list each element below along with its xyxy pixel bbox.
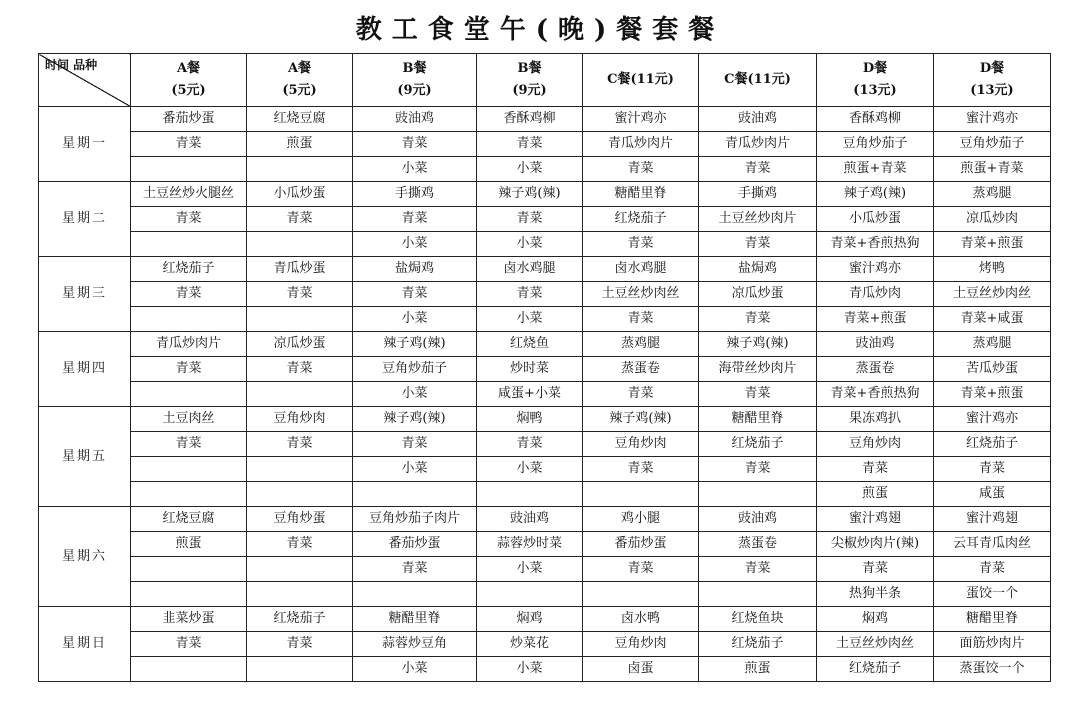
menu-cell: 糖醋里脊 [353,607,477,632]
table-row [39,332,1051,357]
table-row [39,507,1051,532]
menu-cell: 小菜 [477,457,583,482]
menu-cell: 热狗半条 [817,582,934,607]
menu-cell: 土豆丝炒肉丝 [817,632,934,657]
menu-cell: 糖醋里脊 [699,407,817,432]
menu-cell: 红烧茄子 [699,432,817,457]
table-row [39,307,1051,332]
menu-cell [583,482,699,507]
menu-cell [131,657,247,682]
menu-cell: 煎蛋 [699,657,817,682]
menu-cell: 青菜 [583,457,699,482]
menu-cell: 蜜汁鸡亦 [934,407,1051,432]
menu-cell: 香酥鸡柳 [477,107,583,132]
menu-cell: 青菜 [477,132,583,157]
menu-cell: 煎蛋 [247,132,353,157]
menu-cell: 青菜 [934,457,1051,482]
menu-cell: 苦瓜炒蛋 [934,357,1051,382]
menu-cell: 糖醋里脊 [583,182,699,207]
table-row [39,582,1051,607]
menu-cell: 青菜 [699,557,817,582]
menu-cell: 青菜 [247,207,353,232]
menu-cell: 青菜+煎蛋 [934,382,1051,407]
table-row [39,282,1051,307]
menu-cell: 蒸蛋卷 [583,357,699,382]
menu-cell: 豉油鸡 [817,332,934,357]
menu-cell [131,157,247,182]
menu-cell: 青菜 [699,382,817,407]
menu-cell: 小菜 [477,307,583,332]
menu-cell [131,482,247,507]
menu-cell: 青菜 [477,432,583,457]
menu-cell: 小菜 [353,457,477,482]
menu-cell [131,232,247,257]
day-label: 星期五 [39,407,131,507]
menu-cell: 小菜 [353,307,477,332]
menu-cell: 土豆丝炒肉丝 [934,282,1051,307]
menu-cell [131,307,247,332]
menu-cell: 青菜 [699,307,817,332]
column-header [583,54,699,107]
menu-cell: 蒸蛋饺一个 [934,657,1051,682]
menu-cell: 蒜蓉炒豆角 [353,632,477,657]
menu-cell: 蜜汁鸡亦 [583,107,699,132]
menu-cell: 青菜+香煎热狗 [817,232,934,257]
column-header [817,54,934,107]
menu-cell: 青菜 [477,207,583,232]
menu-cell: 韭菜炒蛋 [131,607,247,632]
corner-label: 时间 品种 [45,58,98,72]
menu-cell: 蜜汁鸡翅 [817,507,934,532]
menu-cell: 手撕鸡 [353,182,477,207]
menu-cell: 炒菜花 [477,632,583,657]
meal-price: (13元) [853,83,897,98]
menu-cell: 小瓜炒蛋 [247,182,353,207]
menu-cell: 豉油鸡 [353,107,477,132]
menu-cell: 焖鸡 [817,607,934,632]
menu-cell [353,482,477,507]
menu-cell: 辣子鸡(辣) [353,332,477,357]
menu-cell: 青菜 [934,557,1051,582]
menu-cell [247,232,353,257]
menu-cell: 青菜 [353,132,477,157]
column-header [131,54,247,107]
menu-cell [247,582,353,607]
menu-cell [477,482,583,507]
page-title: 教工食堂午(晚)餐套餐 [355,15,725,45]
menu-cell: 红烧豆腐 [131,507,247,532]
menu-cell: 青菜 [131,207,247,232]
menu-cell: 青菜 [353,557,477,582]
menu-cell: 番茄炒蛋 [583,532,699,557]
meal-price: (9元) [512,83,547,98]
header-row [39,54,1051,107]
menu-cell [477,582,583,607]
table-row [39,207,1051,232]
menu-cell: 焖鸭 [477,407,583,432]
menu-cell: 青菜 [131,357,247,382]
table-row [39,607,1051,632]
menu-cell: 小菜 [353,657,477,682]
menu-cell: 云耳青瓜肉丝 [934,532,1051,557]
table-row [39,357,1051,382]
menu-cell: 小菜 [477,557,583,582]
menu-cell [247,557,353,582]
menu-cell: 炒时菜 [477,357,583,382]
menu-cell: 盐焗鸡 [699,257,817,282]
menu-cell: 青菜 [353,432,477,457]
menu-cell: 土豆丝炒肉丝 [583,282,699,307]
menu-cell: 豆角炒肉 [583,632,699,657]
menu-cell: 蒸蛋卷 [817,357,934,382]
menu-cell: 小瓜炒蛋 [817,207,934,232]
menu-cell: 卤水鸭 [583,607,699,632]
menu-cell [247,157,353,182]
column-header [477,54,583,107]
menu-cell [131,382,247,407]
menu-cell: 青菜 [699,157,817,182]
table-row [39,182,1051,207]
table-row [39,657,1051,682]
corner-header [39,54,131,107]
meal-price: (13元) [970,83,1014,98]
menu-cell: 青菜 [247,282,353,307]
menu-cell: 青菜 [131,282,247,307]
menu-cell: 豉油鸡 [477,507,583,532]
menu-cell: 凉瓜炒蛋 [699,282,817,307]
menu-cell: 煎蛋 [817,482,934,507]
menu-cell: 青菜 [583,307,699,332]
menu-cell: 鸡小腿 [583,507,699,532]
menu-cell: 青瓜炒肉片 [699,132,817,157]
table-row [39,257,1051,282]
menu-cell: 红烧茄子 [131,257,247,282]
menu-cell: 红烧鱼块 [699,607,817,632]
menu-cell: 青菜 [477,282,583,307]
day-label: 星期六 [39,507,131,607]
menu-table [38,53,1051,682]
menu-cell: 青菜 [247,432,353,457]
menu-cell: 红烧茄子 [934,432,1051,457]
menu-cell: 卤蛋 [583,657,699,682]
menu-cell: 豉油鸡 [699,107,817,132]
menu-cell: 小菜 [477,657,583,682]
menu-cell: 红烧茄子 [583,207,699,232]
menu-cell: 豆角炒肉 [247,407,353,432]
menu-cell: 蒸鸡腿 [934,182,1051,207]
menu-cell: 小菜 [353,157,477,182]
menu-cell: 红烧豆腐 [247,107,353,132]
menu-cell: 青菜 [817,457,934,482]
menu-cell [131,557,247,582]
menu-cell: 青菜 [247,357,353,382]
menu-cell: 海带丝炒肉片 [699,357,817,382]
menu-cell [583,582,699,607]
menu-cell: 青菜 [699,457,817,482]
menu-cell: 煎蛋+青菜 [934,157,1051,182]
menu-cell: 青菜+咸蛋 [934,307,1051,332]
menu-cell: 蜜汁鸡亦 [817,257,934,282]
menu-cell: 青瓜炒肉 [817,282,934,307]
column-header [934,54,1051,107]
day-label: 星期三 [39,257,131,332]
menu-cell: 青菜 [131,632,247,657]
menu-cell: 糖醋里脊 [934,607,1051,632]
menu-cell: 豆角炒茄子 [817,132,934,157]
menu-cell: 蒸鸡腿 [583,332,699,357]
menu-cell: 蛋饺一个 [934,582,1051,607]
menu-cell [131,582,247,607]
menu-cell: 面筋炒肉片 [934,632,1051,657]
menu-cell: 豆角炒茄子肉片 [353,507,477,532]
meal-name: C餐(11元) [724,72,791,87]
menu-cell: 豆角炒茄子 [934,132,1051,157]
menu-cell: 青瓜炒肉片 [131,332,247,357]
menu-cell: 青菜 [583,232,699,257]
menu-cell: 青菜 [583,157,699,182]
menu-cell: 土豆丝炒火腿丝 [131,182,247,207]
meal-price: (5元) [171,83,206,98]
menu-cell: 红烧茄子 [817,657,934,682]
menu-cell: 蒸蛋卷 [699,532,817,557]
menu-cell: 小菜 [353,232,477,257]
menu-cell: 盐焗鸡 [353,257,477,282]
menu-cell [247,657,353,682]
menu-cell: 青菜 [353,207,477,232]
menu-cell: 青菜 [247,532,353,557]
menu-cell: 小菜 [477,232,583,257]
menu-cell [353,582,477,607]
menu-cell: 咸蛋 [934,482,1051,507]
menu-cell: 豆角炒肉 [583,432,699,457]
menu-cell: 青菜 [247,632,353,657]
menu-cell [699,582,817,607]
day-label: 星期一 [39,107,131,182]
menu-cell [131,457,247,482]
menu-cell: 凉瓜炒蛋 [247,332,353,357]
table-row [39,157,1051,182]
menu-cell: 尖椒炒肉片(辣) [817,532,934,557]
menu-cell: 蜜汁鸡翅 [934,507,1051,532]
menu-cell: 土豆丝炒肉片 [699,207,817,232]
menu-cell: 青菜 [583,382,699,407]
menu-cell: 青菜+香煎热狗 [817,382,934,407]
menu-cell: 辣子鸡(辣) [477,182,583,207]
meal-name: A餐 [287,61,312,76]
menu-cell: 豉油鸡 [699,507,817,532]
menu-cell: 豆角炒肉 [817,432,934,457]
menu-cell: 蒸鸡腿 [934,332,1051,357]
menu-cell: 青菜 [131,432,247,457]
day-label: 星期四 [39,332,131,407]
table-row [39,382,1051,407]
menu-cell: 煎蛋+青菜 [817,157,934,182]
menu-cell: 青菜 [583,557,699,582]
menu-cell: 红烧茄子 [247,607,353,632]
menu-cell [247,457,353,482]
menu-cell: 青菜 [817,557,934,582]
table-row [39,632,1051,657]
menu-cell: 青瓜炒蛋 [247,257,353,282]
meal-name: D餐 [862,61,888,76]
menu-cell: 豆角炒蛋 [247,507,353,532]
meal-name: D餐 [979,61,1005,76]
menu-cell: 香酥鸡柳 [817,107,934,132]
menu-cell: 烤鸭 [934,257,1051,282]
menu-cell: 红烧鱼 [477,332,583,357]
table-row [39,532,1051,557]
menu-cell: 青瓜炒肉片 [583,132,699,157]
meal-name: C餐(11元) [607,72,674,87]
menu-cell: 青菜+煎蛋 [934,232,1051,257]
table-row [39,432,1051,457]
menu-body [39,107,1051,682]
menu-cell: 手撕鸡 [699,182,817,207]
table-row [39,232,1051,257]
menu-cell: 土豆肉丝 [131,407,247,432]
table-row [39,407,1051,432]
table-row [39,132,1051,157]
menu-cell [699,482,817,507]
table-row [39,557,1051,582]
menu-cell: 辣子鸡(辣) [583,407,699,432]
meal-name: B餐 [402,61,427,76]
column-header [353,54,477,107]
menu-cell: 蜜汁鸡亦 [934,107,1051,132]
meal-name: B餐 [517,61,542,76]
table-row [39,482,1051,507]
column-header [247,54,353,107]
menu-cell: 番茄炒蛋 [353,532,477,557]
menu-cell: 豆角炒茄子 [353,357,477,382]
menu-cell: 卤水鸡腿 [583,257,699,282]
menu-cell: 番茄炒蛋 [131,107,247,132]
menu-cell: 小菜 [353,382,477,407]
menu-cell: 小菜 [477,157,583,182]
column-header [699,54,817,107]
meal-name: A餐 [176,61,201,76]
menu-cell: 卤水鸡腿 [477,257,583,282]
menu-cell: 青菜 [353,282,477,307]
menu-cell: 辣子鸡(辣) [699,332,817,357]
menu-cell: 果冻鸡扒 [817,407,934,432]
table-row [39,457,1051,482]
menu-cell: 青菜 [131,132,247,157]
menu-cell: 青菜+煎蛋 [817,307,934,332]
menu-cell: 辣子鸡(辣) [817,182,934,207]
menu-cell: 焖鸡 [477,607,583,632]
menu-cell: 蒜蓉炒时菜 [477,532,583,557]
menu-cell: 咸蛋+小菜 [477,382,583,407]
meal-price: (9元) [397,83,432,98]
menu-cell: 青菜 [699,232,817,257]
day-label: 星期二 [39,182,131,257]
menu-cell: 辣子鸡(辣) [353,407,477,432]
menu-cell [247,482,353,507]
day-label: 星期日 [39,607,131,682]
menu-cell: 凉瓜炒肉 [934,207,1051,232]
menu-cell [247,307,353,332]
menu-cell [247,382,353,407]
menu-cell: 红烧茄子 [699,632,817,657]
table-row [39,107,1051,132]
menu-cell: 煎蛋 [131,532,247,557]
meal-price: (5元) [282,83,317,98]
